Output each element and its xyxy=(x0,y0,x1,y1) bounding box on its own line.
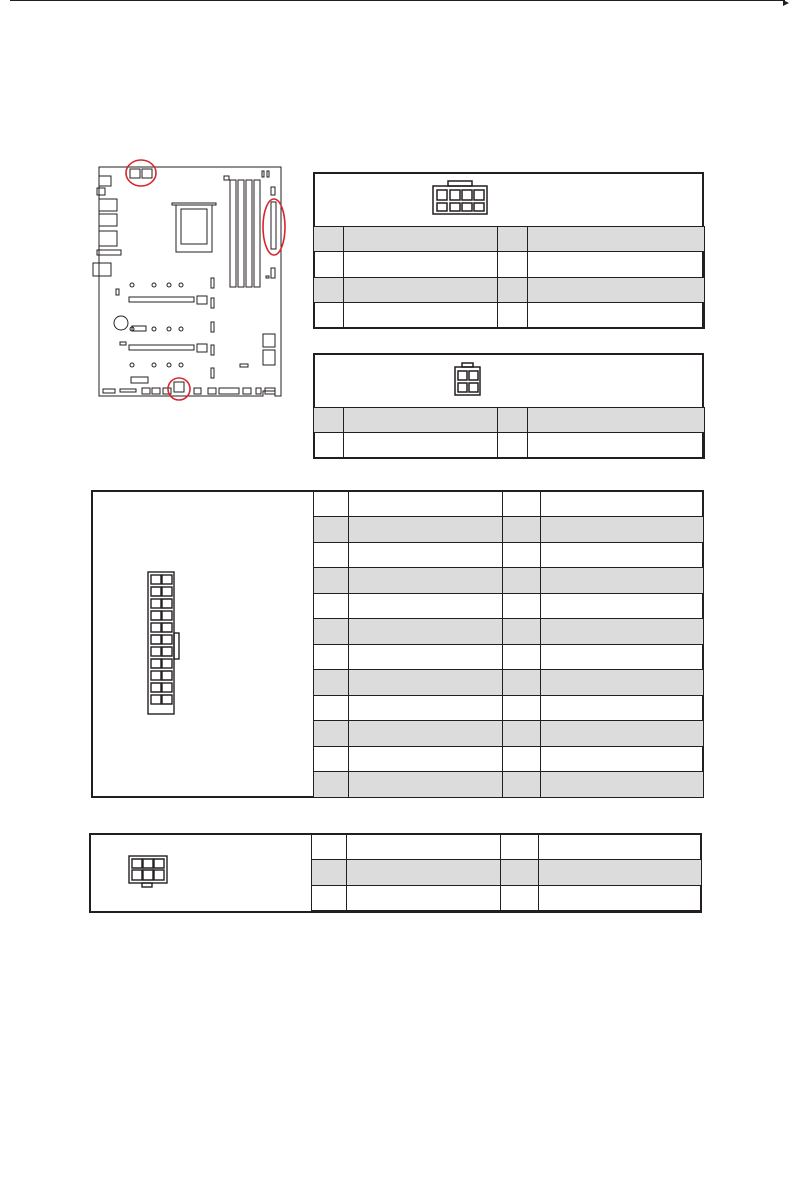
table-row xyxy=(314,227,705,252)
table-cell xyxy=(314,594,349,619)
table-cell xyxy=(528,278,705,303)
table-row xyxy=(312,835,702,860)
cpu-8pin-pin-table xyxy=(313,226,705,329)
table-cell xyxy=(539,835,702,860)
table-cell xyxy=(541,696,704,721)
table-cell xyxy=(501,886,539,911)
table-cell xyxy=(503,492,541,517)
table-cell xyxy=(314,492,349,517)
table-cell xyxy=(498,408,528,433)
8pin-connector-icon xyxy=(432,180,492,220)
table-cell xyxy=(349,543,503,568)
table-cell xyxy=(314,696,349,721)
6pin-connector-icon xyxy=(128,855,172,889)
table-cell xyxy=(349,568,503,594)
table-cell xyxy=(314,670,349,696)
table-row xyxy=(314,252,705,278)
table-cell xyxy=(541,747,704,772)
table-cell xyxy=(541,492,704,517)
table-row xyxy=(314,696,704,721)
table-cell xyxy=(541,670,704,696)
table-cell xyxy=(541,594,704,619)
table-cell xyxy=(498,278,528,303)
table-cell xyxy=(349,696,503,721)
table-cell xyxy=(347,886,501,911)
table-cell xyxy=(541,543,704,568)
table-cell xyxy=(541,568,704,594)
table-cell xyxy=(528,252,705,278)
table-cell xyxy=(503,594,541,619)
table-cell xyxy=(528,227,705,252)
table-cell xyxy=(541,721,704,747)
table-cell xyxy=(349,619,503,645)
atx-24pin-pin-table xyxy=(313,491,704,798)
table-cell xyxy=(344,278,498,303)
table-cell xyxy=(541,645,704,670)
table-cell xyxy=(498,303,528,329)
table-cell xyxy=(314,517,349,543)
4pin-connector-icon xyxy=(454,362,484,398)
table-cell xyxy=(503,772,541,798)
table-row xyxy=(314,594,704,619)
table-row xyxy=(314,433,705,459)
table-cell xyxy=(498,252,528,278)
table-row xyxy=(312,886,702,911)
table-row xyxy=(314,772,704,798)
table-row xyxy=(314,619,704,645)
table-row xyxy=(314,543,704,568)
table-cell xyxy=(501,835,539,860)
table-cell xyxy=(314,303,344,329)
table-row xyxy=(314,278,705,303)
table-cell xyxy=(312,860,347,886)
table-cell xyxy=(344,252,498,278)
table-row xyxy=(312,860,702,886)
cpu-4pin-pin-table xyxy=(313,407,705,459)
table-cell xyxy=(344,227,498,252)
table-cell xyxy=(344,433,498,459)
table-cell xyxy=(314,433,344,459)
table-cell xyxy=(344,303,498,329)
table-row xyxy=(314,492,704,517)
table-cell xyxy=(347,835,501,860)
table-cell xyxy=(503,670,541,696)
table-cell xyxy=(349,645,503,670)
table-cell xyxy=(349,492,503,517)
table-cell xyxy=(312,886,347,911)
table-row xyxy=(314,303,705,329)
table-cell xyxy=(314,721,349,747)
table-cell xyxy=(539,860,702,886)
table-row xyxy=(314,568,704,594)
table-cell xyxy=(312,835,347,860)
atx-24pin-marker xyxy=(263,199,285,255)
table-cell xyxy=(503,517,541,543)
table-cell xyxy=(349,747,503,772)
table-cell xyxy=(503,568,541,594)
table-cell xyxy=(503,619,541,645)
table-cell xyxy=(498,227,528,252)
table-cell xyxy=(314,278,344,303)
table-cell xyxy=(349,594,503,619)
table-cell xyxy=(503,645,541,670)
table-cell xyxy=(501,860,539,886)
table-cell xyxy=(314,645,349,670)
table-cell xyxy=(528,303,705,329)
table-cell xyxy=(347,860,501,886)
table-cell xyxy=(503,543,541,568)
table-cell xyxy=(503,721,541,747)
table-cell xyxy=(349,772,503,798)
table-cell xyxy=(344,408,498,433)
table-cell xyxy=(528,433,705,459)
table-cell xyxy=(498,433,528,459)
table-cell xyxy=(349,517,503,543)
table-row xyxy=(314,517,704,543)
table-cell xyxy=(314,568,349,594)
table-row xyxy=(314,645,704,670)
table-row xyxy=(314,721,704,747)
table-cell xyxy=(541,619,704,645)
table-cell xyxy=(314,227,344,252)
table-cell xyxy=(314,252,344,278)
table-row xyxy=(314,670,704,696)
table-cell xyxy=(349,721,503,747)
table-cell xyxy=(503,696,541,721)
table-cell xyxy=(314,747,349,772)
table-row xyxy=(314,747,704,772)
table-cell xyxy=(314,772,349,798)
24pin-connector-icon xyxy=(146,570,190,720)
table-row xyxy=(314,408,705,433)
table-cell xyxy=(349,670,503,696)
table-cell xyxy=(503,747,541,772)
table-cell xyxy=(314,408,344,433)
table-cell xyxy=(539,886,702,911)
table-cell xyxy=(314,619,349,645)
table-cell xyxy=(541,772,704,798)
pcie-6pin-pin-table xyxy=(311,834,702,911)
table-cell xyxy=(528,408,705,433)
table-cell xyxy=(541,517,704,543)
table-cell xyxy=(314,543,349,568)
